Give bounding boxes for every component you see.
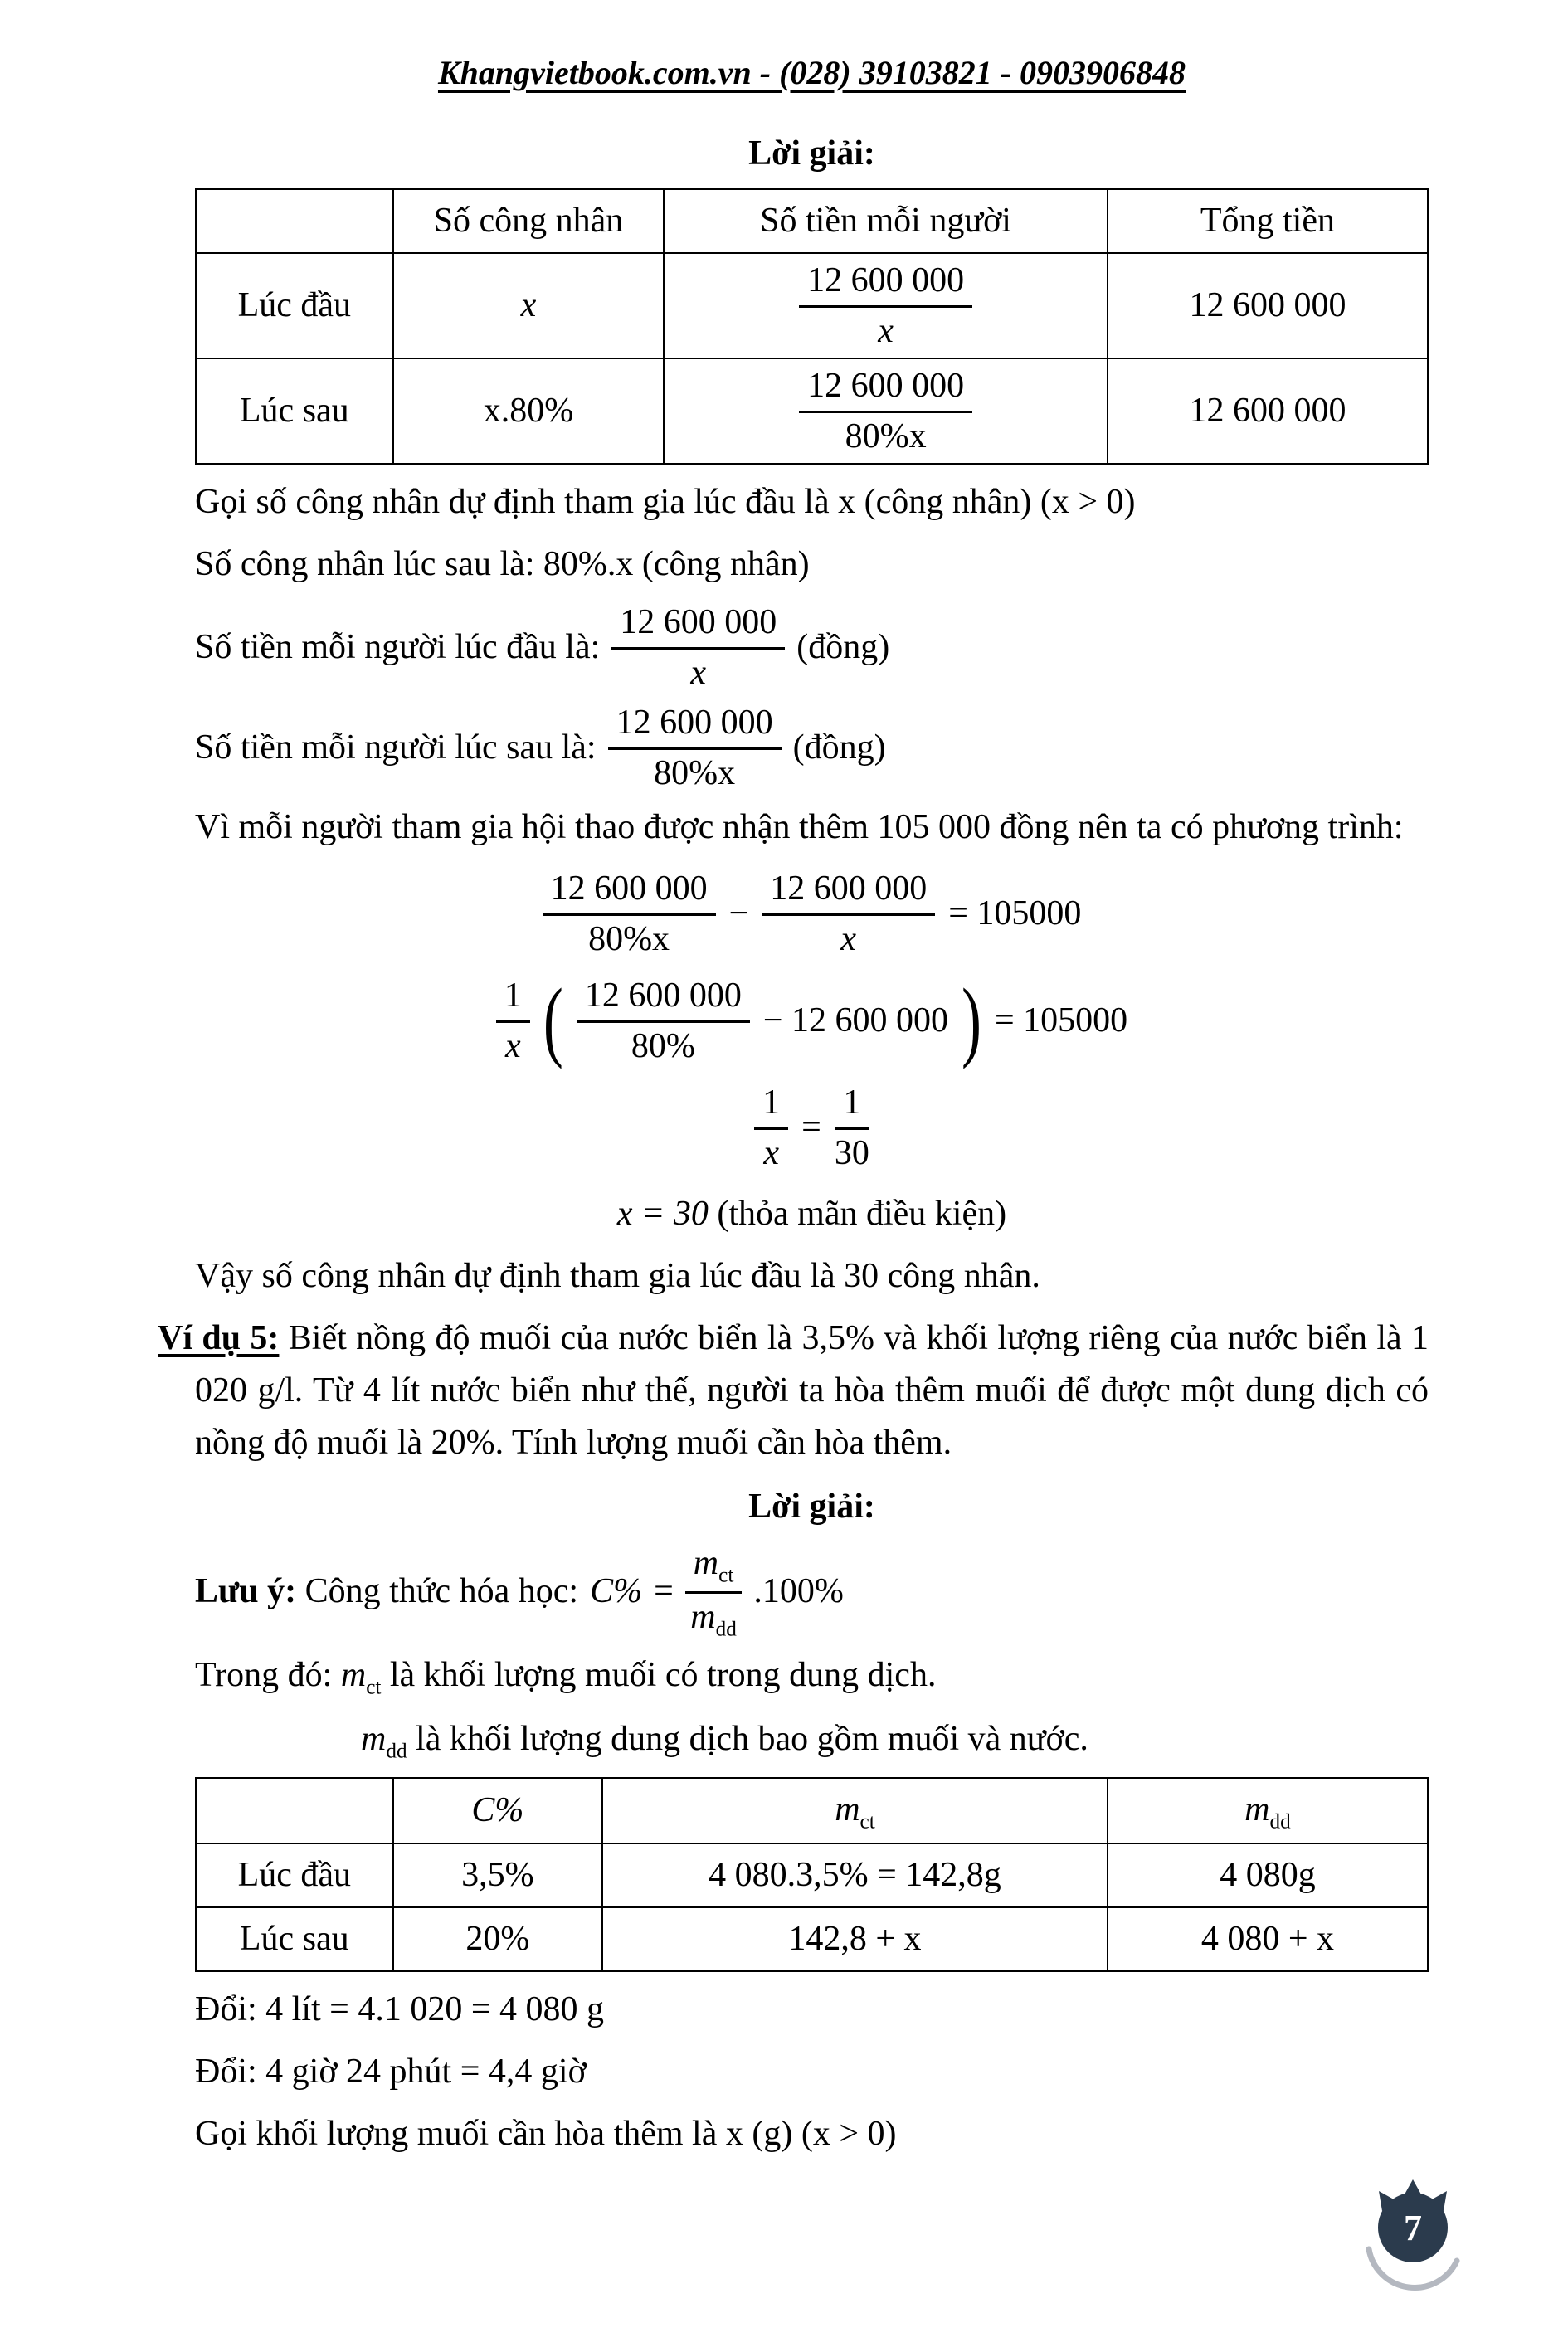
equals-operator: = <box>654 1572 674 1611</box>
line-after: Số công nhân lúc sau là: 80%.x (công nhân) <box>195 545 810 583</box>
left-paren: ( <box>543 970 563 1070</box>
col-header-workers: Số công nhân <box>393 189 665 253</box>
where-label: Trong đó: <box>195 1655 333 1694</box>
line-doi-2: Đổi: 4 giờ 24 phút = 4,4 giờ <box>195 2053 587 2091</box>
fraction <box>754 1081 788 1175</box>
page-header <box>195 48 1429 98</box>
fraction-denominator: 80%x <box>654 753 736 792</box>
math-var-base: m <box>835 1790 860 1829</box>
math-var-base: m <box>340 1655 367 1694</box>
fraction-numerator: 12 600 000 <box>799 259 972 308</box>
note-formula-line <box>195 1541 1429 1643</box>
fraction <box>577 974 750 1068</box>
cell-total: 12 600 000 <box>1108 253 1428 358</box>
math-var <box>361 1719 407 1763</box>
cell-mct: 142,8 + x <box>602 1907 1108 1971</box>
math-var-base: m <box>690 1597 716 1636</box>
where-text: là khối lượng muối có trong dung dịch. <box>389 1655 937 1694</box>
equation-result: x = 30 <box>616 1195 709 1233</box>
equation-note: (thỏa mãn điều kiện) <box>717 1195 1007 1233</box>
line-suffix: (đồng) <box>792 728 886 767</box>
row-label: Lúc đầu <box>196 1843 393 1907</box>
equation-4 <box>195 1188 1429 1240</box>
fraction-numerator: 12 600 000 <box>543 867 716 916</box>
salt-table <box>195 1777 1429 1972</box>
fraction <box>496 974 530 1068</box>
math-var-subscript: dd <box>1269 1810 1291 1833</box>
line-conclusion: Vậy số công nhân dự định tham gia lúc đầu là 30 công nhân. <box>195 1257 1040 1295</box>
fraction-denominator: 80% <box>631 1026 695 1065</box>
equation-1 <box>195 867 1429 961</box>
cell-money-each <box>664 358 1108 464</box>
example-text: Biết nồng độ muối của nước biển là 3,5% và khối lượng riêng của nước biển là 1 020 g/l. Từ 4 lít nước biển như thế, người ta hòa thêm muối để được một dung dịch có nồng độ muối là 20%. Tính lượng muối cần hòa thêm. <box>195 1319 1429 1462</box>
page-number-badge <box>1351 2174 1475 2299</box>
math-var-base: m <box>1244 1790 1270 1829</box>
fraction-denominator: x <box>878 311 894 350</box>
line-money-first <box>195 601 1429 694</box>
table-row <box>196 1907 1428 1971</box>
col-header-concentration: C% <box>393 1778 602 1843</box>
line-doi-1: Đổi: 4 lít = 4.1 020 = 4 080 g <box>195 1990 605 2029</box>
fraction-numerator: 12 600 000 <box>799 364 972 413</box>
workers-table <box>195 188 1429 465</box>
line-goi: Gọi số công nhân dự định tham gia lúc đầu là x (công nhân) (x > 0) <box>195 483 1136 521</box>
line-label: Số tiền mỗi người lúc sau là: <box>195 728 597 767</box>
line-suffix: (đồng) <box>796 628 890 666</box>
fraction-numerator: 12 600 000 <box>611 601 785 650</box>
example-5 <box>158 1312 1429 1469</box>
equation-rhs: = 105000 <box>994 1001 1128 1040</box>
table-row <box>196 358 1428 464</box>
math-var-subscript: dd <box>715 1618 737 1641</box>
fraction-denominator: 80%x <box>845 416 927 455</box>
fraction-numerator: 1 <box>754 1081 788 1130</box>
math-var-base: m <box>693 1544 719 1582</box>
line-goi-2: Gọi khối lượng muối cần hòa thêm là x (g) (x > 0) <box>195 2115 897 2154</box>
equals-operator: = <box>801 1108 821 1147</box>
fraction-numerator <box>685 1541 743 1594</box>
cell-concentration: 3,5% <box>393 1843 602 1907</box>
note-intro <box>195 1566 578 1618</box>
minus-operator: − <box>728 894 749 933</box>
note-label: Lưu ý: <box>195 1572 297 1611</box>
table-header-row <box>196 1778 1428 1843</box>
badge-graphic <box>1351 2174 1475 2299</box>
line-because: Vì mỗi người tham gia hội thao được nhận thêm 105 000 đồng nên ta có phương trình: <box>195 808 1404 846</box>
header-website-phone: Khangvietbook.com.vn - (028) 39103821 - 0903906848 <box>437 54 1186 91</box>
fraction-denominator: x <box>690 653 707 692</box>
page-number: 7 <box>1404 2208 1422 2248</box>
table-row <box>196 253 1428 358</box>
cell-concentration: 20% <box>393 1907 602 1971</box>
fraction-denominator <box>690 1594 737 1643</box>
equation-3 <box>195 1081 1429 1175</box>
row-label: Lúc sau <box>196 1907 393 1971</box>
where-line-1 <box>195 1649 1429 1703</box>
row-label: Lúc sau <box>196 358 393 464</box>
math-var-subscript: ct <box>859 1810 875 1833</box>
cell-money-each <box>664 253 1108 358</box>
col-header-mdd <box>1108 1778 1428 1843</box>
cell-total: 12 600 000 <box>1108 358 1428 464</box>
where-line-2 <box>361 1713 1429 1767</box>
fraction <box>608 701 782 795</box>
example-label: Ví dụ 5: <box>158 1319 280 1357</box>
fraction-denominator: 30 <box>834 1133 869 1172</box>
fraction <box>799 259 972 353</box>
math-var-subscript: dd <box>386 1740 407 1763</box>
solution2-title: Lời giải: <box>748 1488 875 1526</box>
where-text: là khối lượng dung dịch bao gồm muối và nước. <box>416 1719 1088 1758</box>
fraction-denominator: x <box>505 1026 521 1065</box>
col-header-total: Tổng tiền <box>1108 189 1428 253</box>
fraction-numerator: 12 600 000 <box>577 974 750 1023</box>
cell-mct: 4 080.3,5% = 142,8g <box>602 1843 1108 1907</box>
fraction-numerator: 1 <box>496 974 530 1023</box>
cell-mdd: 4 080 + x <box>1108 1907 1428 1971</box>
fraction <box>685 1541 743 1643</box>
right-paren: ) <box>962 970 981 1070</box>
equation-2 <box>195 970 1429 1070</box>
note-text: Công thức hóa học: <box>304 1572 579 1611</box>
table-header-row <box>196 189 1428 253</box>
solution1-title: Lời giải: <box>748 134 875 173</box>
fraction <box>543 867 716 961</box>
fraction <box>611 601 785 694</box>
fraction <box>799 364 972 458</box>
corner-cell <box>196 189 393 253</box>
row-label: Lúc đầu <box>196 253 393 358</box>
math-var <box>340 1655 382 1699</box>
cell-mdd: 4 080g <box>1108 1843 1428 1907</box>
fraction <box>762 867 935 961</box>
fraction-denominator: x <box>763 1133 779 1172</box>
formula-lhs: C% <box>590 1572 643 1611</box>
col-header-money-each: Số tiền mỗi người <box>664 189 1108 253</box>
cell-workers: x.80% <box>393 358 665 464</box>
math-var-subscript: ct <box>718 1564 734 1587</box>
fraction <box>835 1081 869 1175</box>
fraction-denominator: x <box>840 919 857 958</box>
table-row <box>196 1843 1428 1907</box>
minus-term: − 12 600 000 <box>762 1001 948 1040</box>
fraction-numerator: 1 <box>835 1081 869 1130</box>
fraction-numerator: 12 600 000 <box>762 867 935 916</box>
math-var-subscript: ct <box>366 1676 382 1699</box>
corner-cell <box>196 1778 393 1843</box>
fraction-numerator: 12 600 000 <box>608 701 782 750</box>
math-var-base: m <box>361 1719 387 1758</box>
cell-workers: x <box>393 253 665 358</box>
fraction-denominator: 80%x <box>588 919 670 958</box>
equation-rhs: = 105000 <box>948 894 1082 933</box>
formula-suffix: .100% <box>753 1572 844 1611</box>
line-money-second <box>195 701 1429 795</box>
col-header-mct <box>602 1778 1108 1843</box>
line-label: Số tiền mỗi người lúc đầu là: <box>195 628 601 666</box>
